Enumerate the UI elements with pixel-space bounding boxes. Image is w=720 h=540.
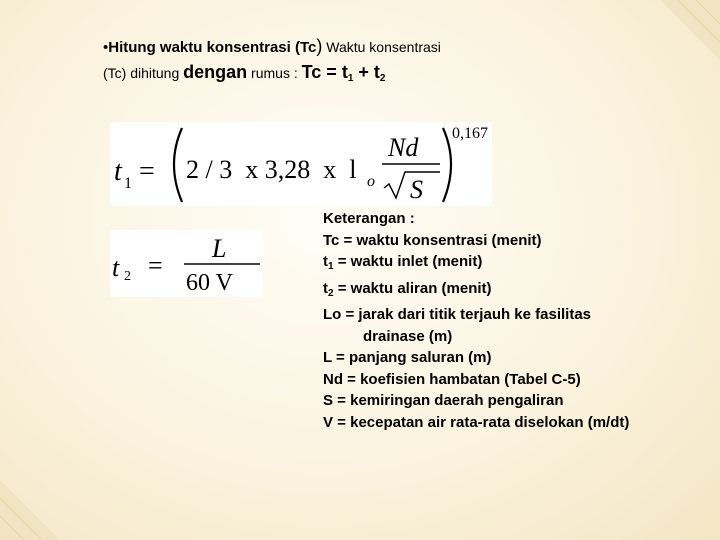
corner-decoration-bottom-left: [0, 480, 60, 540]
formula-t2: [110, 230, 263, 297]
heading-title: Hitung waktu konsentrasi (Tc: [108, 39, 317, 56]
corner-decoration-top-right: [660, 0, 720, 60]
heading-text: Waktu konsentrasi: [322, 39, 441, 55]
formula-t1-paren-right: [443, 128, 451, 202]
legend-title: Keterangan :: [323, 210, 415, 227]
formula-t2-numerator: L: [212, 234, 227, 263]
legend-s: S = kemiringan daerah pengaliran: [323, 392, 564, 409]
heading-rumus: rumus :: [247, 65, 302, 82]
legend-nd: Nd = koefisien hambatan (Tabel C-5): [323, 370, 581, 388]
legend-t2: $t_2$ = waktu aliran (menit): [323, 279, 492, 299]
heading-dengan: dengan: [183, 62, 248, 83]
formula-t1-lhs-sub: 1: [124, 175, 132, 192]
heading-equation: $Tc = t_1 + t_2$: [301, 62, 386, 85]
formula-t1-numerator: Nd: [388, 133, 419, 162]
legend-tc: Tc = waktu konsentrasi (menit): [323, 231, 542, 249]
formula-t2-lhs-sub: 2: [124, 269, 131, 284]
legend-t1: $t_1$ = waktu inlet (menit): [323, 253, 483, 272]
formula-t1-equals: =: [139, 156, 155, 187]
formula-t2-denominator: 60 V: [186, 270, 233, 296]
formula-t1-body-sub: o: [367, 173, 375, 190]
bullet: •: [103, 39, 109, 56]
legend-v: V = kecepatan air rata-rata diselokan (m/dt): [323, 413, 630, 431]
legend-l: L = panjang saluran (m): [323, 349, 492, 366]
legend-lo: Lo = jarak dari titik terjauh ke fasilitas: [323, 306, 592, 323]
formula-t1: [110, 122, 492, 206]
formula-t1-paren-left: [174, 128, 182, 202]
slide-heading: [103, 33, 663, 87]
heading-text-cont: (Tc) dihitung: [103, 65, 184, 82]
formula-t1-body: 2 / 3 x 3,28 x l: [186, 155, 357, 184]
legend-keterangan: [323, 208, 713, 433]
formula-t1-lhs: t: [114, 156, 122, 187]
formula-t1-denominator: S: [410, 175, 423, 204]
formula-t2-equals: =: [148, 251, 163, 280]
legend-lo-cont: drainase (m): [363, 327, 453, 345]
formula-t2-lhs: t: [112, 253, 120, 282]
formula-t1-exponent: 0,167: [452, 125, 488, 142]
heading-paren: ): [316, 36, 323, 56]
